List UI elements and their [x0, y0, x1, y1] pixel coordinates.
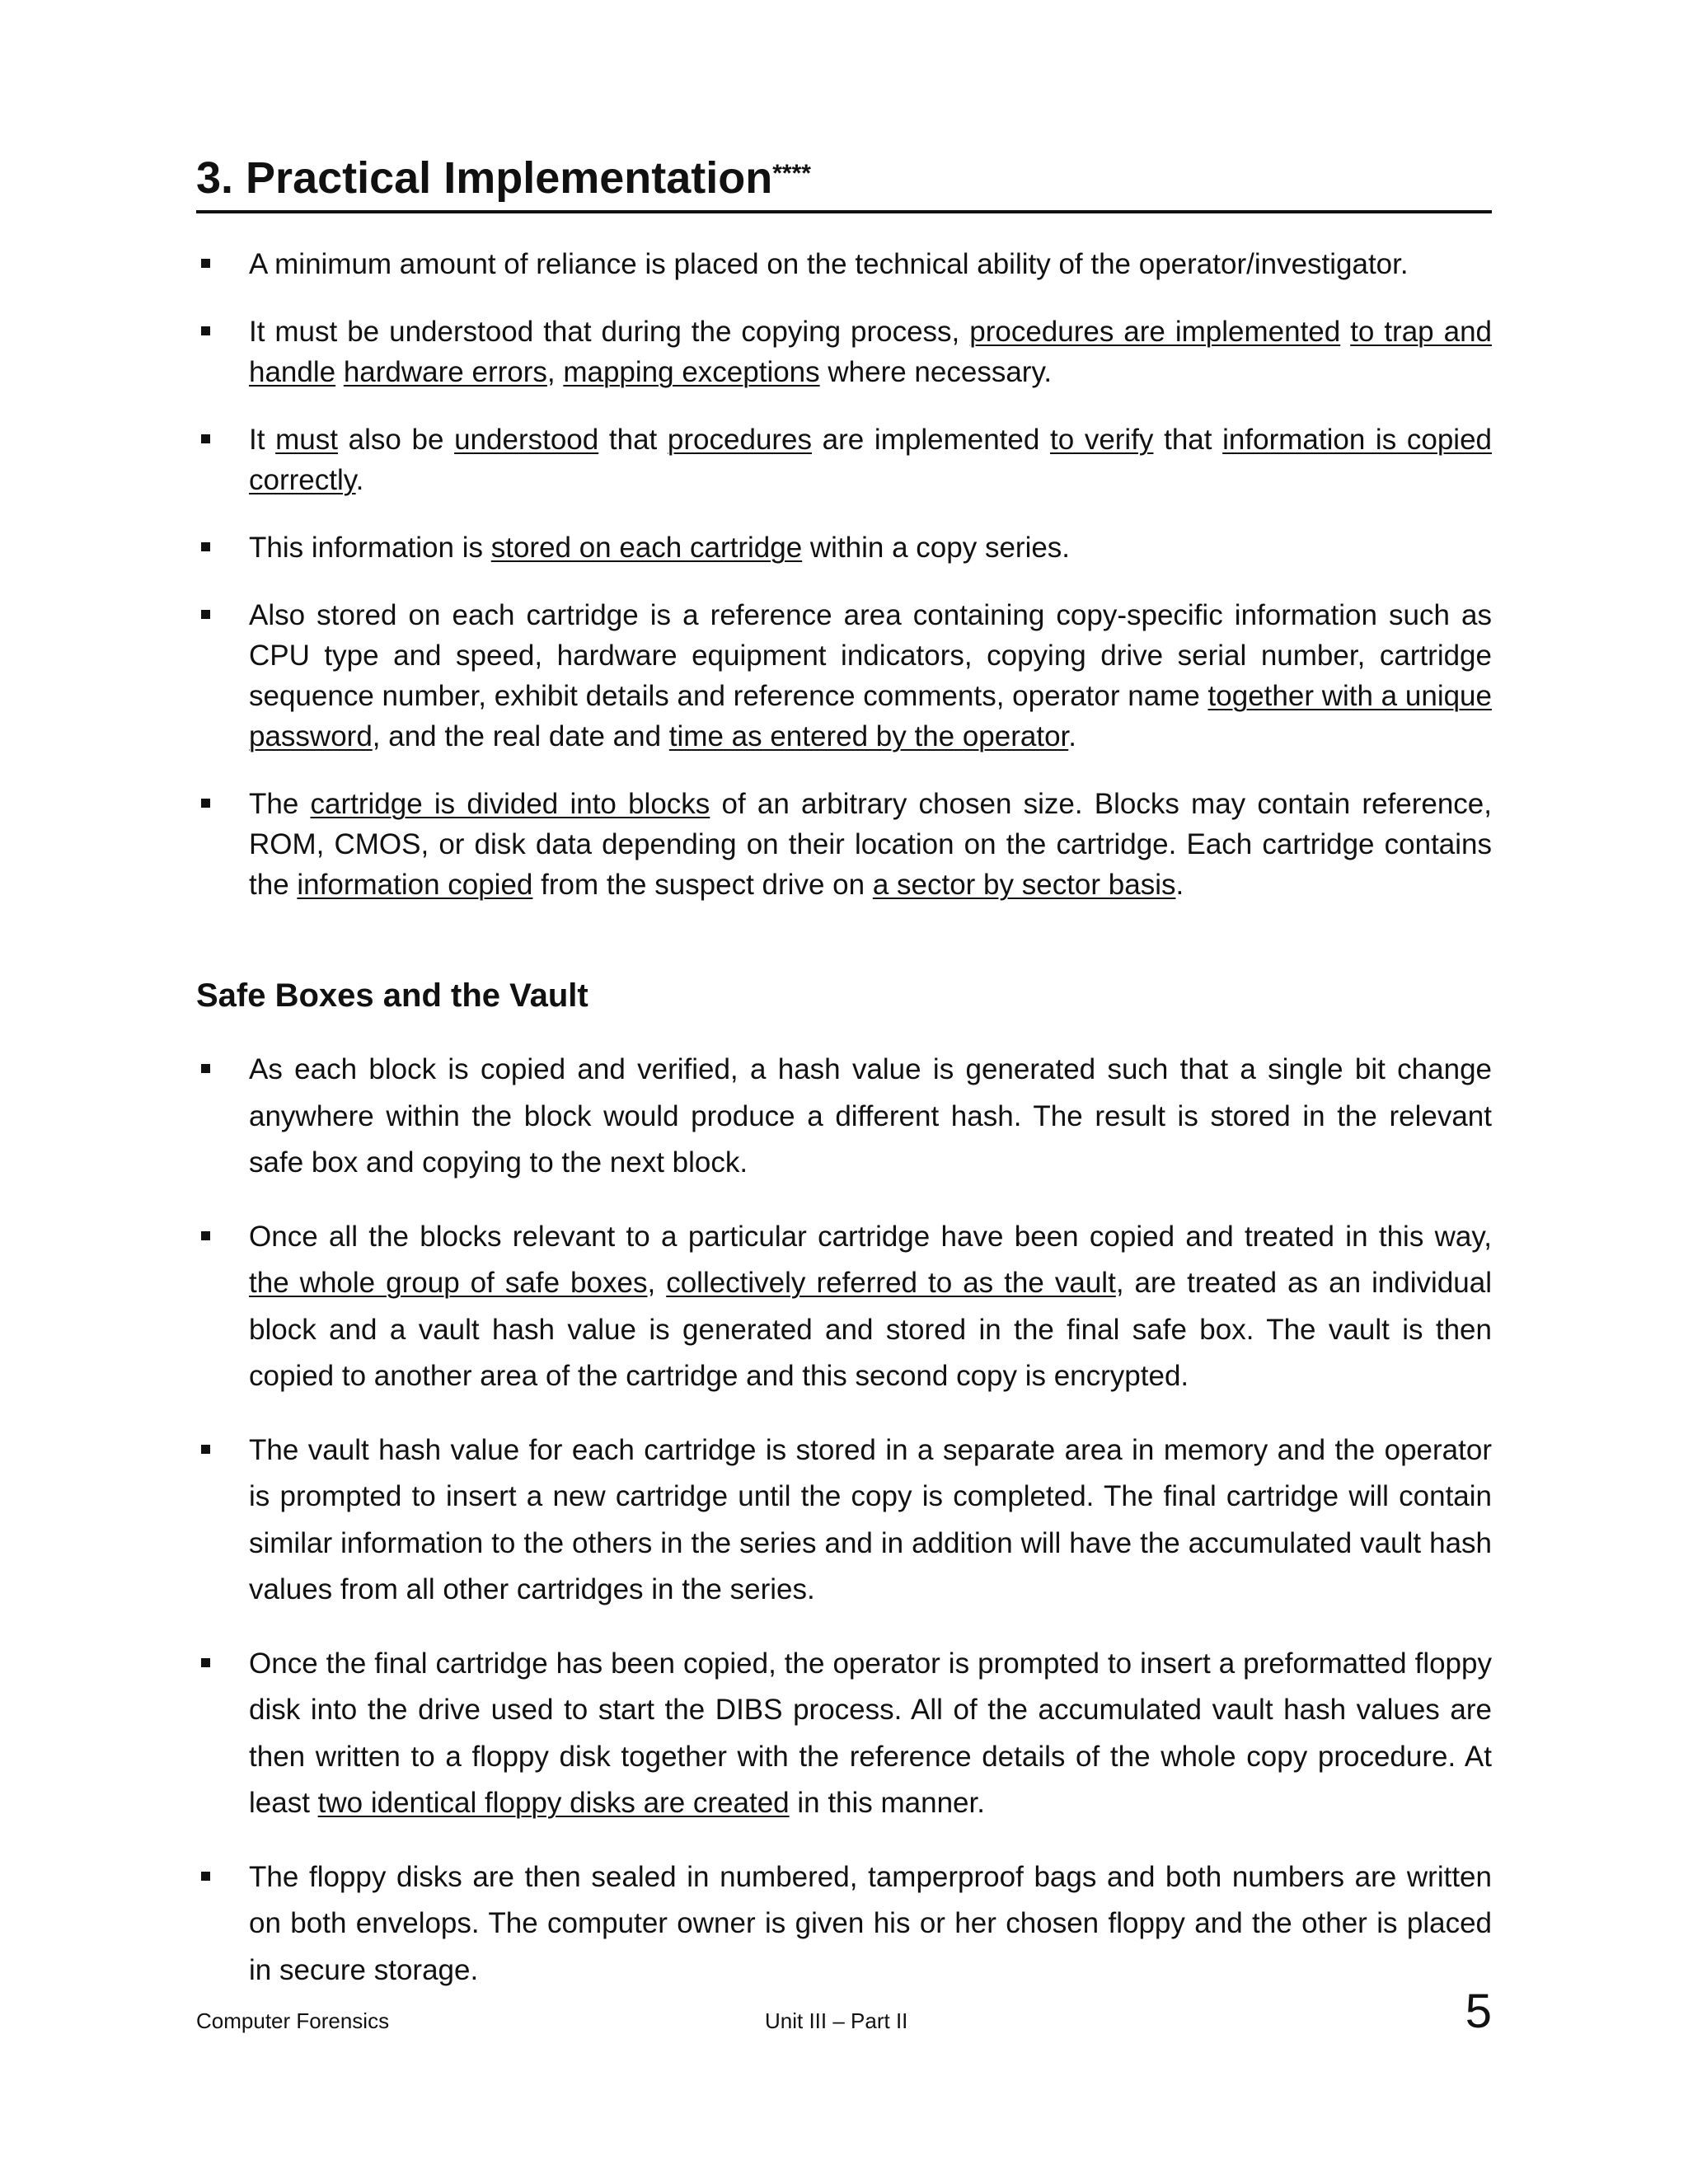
body-text — [1340, 316, 1350, 348]
list-item — [196, 244, 1492, 284]
body-text: As each block is copied and verified, a hash value is generated such that a single bit change anywhere within the block would produce a different hash. The result is stored in the relevant safe box and copying to the next block. — [249, 1053, 1492, 1179]
body-text: . — [355, 464, 364, 496]
list-item — [196, 1047, 1492, 1187]
body-text: from the suspect drive on — [532, 869, 873, 901]
page-title — [196, 148, 1492, 204]
list-item — [196, 419, 1492, 500]
body-text: It — [249, 424, 276, 456]
body-text: within a copy series. — [802, 532, 1071, 564]
list-item — [196, 1854, 1492, 1994]
list-item — [196, 1214, 1492, 1400]
list-item — [196, 527, 1492, 568]
list-item — [196, 595, 1492, 757]
body-text: where necessary. — [819, 356, 1053, 388]
body-text: A minimum amount of reliance is placed on the technical ability of the operator/investigator. — [249, 248, 1409, 280]
underlined-text: collectively referred to as the vault — [666, 1267, 1116, 1299]
body-text: , and the real date and — [372, 720, 669, 752]
body-text: The — [249, 788, 311, 820]
underlined-text: hardware errors — [343, 356, 547, 388]
body-text: This information is — [249, 532, 491, 564]
underlined-text: information copied — [297, 869, 533, 901]
bullet-square-icon — [201, 542, 210, 551]
bullet-square-icon — [201, 326, 210, 335]
heading-rule — [196, 148, 1492, 213]
body-text: in this manner. — [789, 1787, 985, 1819]
body-text: , — [546, 356, 564, 388]
section-subheading: Safe Boxes and the Vault — [196, 977, 588, 1014]
underlined-text: mapping exceptions — [563, 356, 820, 388]
body-text: The vault hash value for each cartridge is stored in a separate area in memory and the operator is prompted to insert a new cartridge until the copy is completed. The final cartridge will contain similar information to the others in the series and in addition will have the accumulated vault hash values from all other cartridges in the series. — [249, 1433, 1492, 1605]
bullet-list-vault — [196, 1047, 1492, 2021]
footer-unit: Unit III – Part II — [765, 2008, 908, 2033]
body-text — [335, 356, 344, 388]
underlined-text: understood — [454, 424, 599, 456]
page-number: 5 — [1465, 1985, 1492, 2038]
underlined-text: information is copied correctly — [249, 424, 1493, 496]
bullet-square-icon — [201, 1658, 210, 1667]
body-text: that — [1153, 424, 1223, 456]
bullet-square-icon — [201, 434, 210, 443]
body-text: . — [1175, 869, 1184, 901]
underlined-text: two identical floppy disks are created — [317, 1787, 790, 1819]
footer-course: Computer Forensics — [196, 2008, 390, 2033]
body-text: , are treated as an individual block and a vault hash value is generated and stored in the final safe box. The vault is then copied to another area of the cartridge and this second copy is encrypted. — [249, 1267, 1492, 1392]
underlined-text: to verify — [1049, 424, 1154, 456]
bullet-square-icon — [201, 610, 210, 619]
bullet-square-icon — [201, 1872, 210, 1881]
title-text: 3. Practical Implementation — [196, 153, 773, 203]
underlined-text: to trap and handle — [249, 316, 1492, 388]
list-item — [196, 312, 1492, 392]
body-text: . — [1068, 720, 1076, 752]
body-text: It must be understood that during the copying process, — [249, 316, 970, 348]
underlined-text: the whole group of safe boxes — [249, 1267, 648, 1299]
bullet-square-icon — [201, 799, 210, 808]
body-text: Once the final cartridge has been copied, the operator is prompted to insert a preformatted floppy disk into the drive used to start the DIBS process. All of the accumulated vault hash values are then written to a floppy disk together with the reference details of the whole copy procedure. At least — [249, 1647, 1492, 1819]
underlined-text: must — [275, 424, 338, 456]
underlined-text: time as entered by the operator — [668, 720, 1069, 752]
underlined-text: procedures are implemented — [969, 316, 1341, 348]
body-text: , — [647, 1267, 667, 1299]
body-text: Once all the blocks relevant to a particular cartridge have been copied and treated in this way, — [249, 1220, 1492, 1253]
body-text: that — [598, 424, 668, 456]
bullet-square-icon — [201, 1064, 210, 1073]
underlined-text: cartridge is divided into blocks — [310, 788, 710, 820]
body-text: The floppy disks are then sealed in numbered, tamperproof bags and both numbers are written on both envelops. The computer owner is given his or her chosen floppy and the other is placed in secure storage. — [249, 1860, 1492, 1986]
bullet-list-implementation — [196, 244, 1492, 932]
body-text: Also stored on each cartridge is a reference area containing copy-specific information such as CPU type and speed, hardware equipment indicators, copying drive serial number, cartridge sequence number, exhibit details and reference comments, operator name — [249, 599, 1492, 712]
bullet-square-icon — [201, 1231, 210, 1240]
list-item — [196, 1641, 1492, 1827]
list-item — [196, 1427, 1492, 1614]
underlined-text: procedures — [667, 424, 813, 456]
title-stars: **** — [772, 160, 811, 187]
body-text: of an arbitrary chosen size. Blocks may contain reference, ROM, CMOS, or disk data depending on their location on the cartridge. Each cartridge contains the — [249, 788, 1492, 901]
underlined-text: together with a unique password — [249, 680, 1492, 752]
bullet-square-icon — [201, 1445, 210, 1454]
list-item — [196, 784, 1492, 905]
body-text: also be — [337, 424, 455, 456]
underlined-text: a sector by sector basis — [872, 869, 1176, 901]
body-text: are implemented — [812, 424, 1050, 456]
bullet-square-icon — [201, 259, 210, 268]
underlined-text: stored on each cartridge — [490, 532, 803, 564]
